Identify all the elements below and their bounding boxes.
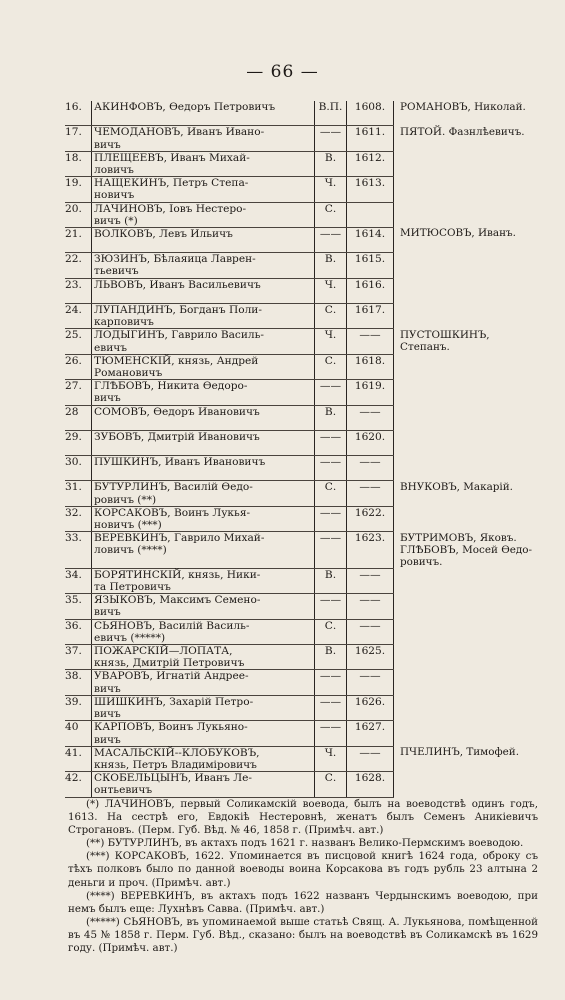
person-name-cell [92,568,315,593]
person-name: БОРЯТИНСКІЙ, князь, Ники- [94,568,261,581]
person-name-cell [92,177,315,202]
year-cell: 1614. [347,227,394,252]
person-name-cell [92,430,315,455]
person-name: АКИНФОВЪ, Өедоръ Петровичъ [94,101,276,113]
person-name-continuation: ловичъ [94,163,134,176]
person-name: КОРСАКОВЪ, Воинъ Лукья- [94,506,251,519]
person-name: СКОБЕЛЬЦЫНЪ, Иванъ Ле- [94,772,252,785]
row-number: 18. [65,151,92,176]
year-cell: —— [347,670,394,695]
row-number: 39. [65,695,92,720]
rank-cell: С. [315,619,347,644]
row-number: 26. [65,354,92,379]
table-row [65,594,540,619]
governor-cell: ПЯТОЙ. Фазнлѣевичъ. [400,125,525,138]
row-number: 19. [65,177,92,202]
rank-cell: С. [315,481,347,506]
rank-cell: —— [315,594,347,619]
row-number: 16. [65,101,92,126]
person-name-cell [92,126,315,151]
table-row [65,568,540,593]
table-row [65,278,540,303]
row-number: 23. [65,278,92,303]
row-number: 24. [65,303,92,328]
year-cell: —— [347,481,394,506]
person-name-continuation: вичъ [94,606,121,619]
person-name-continuation: Романовичъ [94,366,163,379]
person-name-cell [92,695,315,720]
person-name: ЛЬВОВЪ, Иванъ Васильевичъ [94,278,261,291]
table-row [65,405,540,430]
row-number: 29. [65,430,92,455]
governor-cell [394,253,541,278]
table-row [65,670,540,695]
governor-cell [394,695,541,720]
row-number: 33. [65,532,92,569]
person-name-cell [92,151,315,176]
rank-cell: В. [315,253,347,278]
person-name-continuation: князь, Петръ Владиміровичъ [94,758,257,771]
year-cell [347,202,394,227]
row-number: 20. [65,202,92,227]
year-cell: 1619. [347,380,394,405]
person-name: МАСАЛЬСКІЙ--КЛОБУКОВЪ, [94,746,260,759]
person-name-cell [92,456,315,481]
rank-cell: С. [315,772,347,797]
governor-cell: ПЧЕЛИНЪ, Тимофей. [400,746,520,759]
person-name: ВЕРЕВКИНЪ, Гаврило Михай- [94,532,265,545]
person-name-cell [92,202,315,227]
person-name: СОМОВЪ, Өедоръ Ивановичъ [94,405,260,418]
table-row [65,177,540,202]
person-name-cell [92,101,315,126]
governor-cell: БУТРИМОВЪ, Яковъ. ГЛѢБОВЪ, Мосей Өедо-ровичъ. [400,531,533,569]
row-number: 31. [65,481,92,506]
table-row [65,506,540,531]
person-name: ЛАЧИНОВЪ, Іовъ Нестеро- [94,202,247,215]
table-row [65,430,540,455]
governor-cell: ПУСТОШКИНЪ, Степанъ. [400,328,490,354]
row-number: 41. [65,746,92,771]
governor-cell [394,772,541,797]
rank-cell: —— [315,695,347,720]
year-cell: 1618. [347,354,394,379]
row-number: 36. [65,619,92,644]
person-name-cell [92,670,315,695]
year-cell: 1623. [347,532,394,569]
table-row [65,619,540,644]
person-name-cell [92,532,315,569]
footnote: (*) ЛАЧИНОВЪ, первый Соликамскій воевода, былъ на воеводствѣ одинъ годъ, 1613. На сестрѣ его, Евдокіѣ Нестеровнѣ, женатъ былъ Семенъ Аникіевичъ Строгановъ. (Перм. Губ. Вѣд. № 46, 1858 г. (Примѣч. авт.) [68,798,538,837]
person-name-continuation: новичъ (***) [94,519,162,532]
governor-cell [394,645,541,670]
rank-cell: В.П. [315,101,347,126]
person-name-continuation: вичъ [94,138,121,151]
table-row [65,645,540,670]
governor-cell [394,354,541,379]
governor-cell [394,405,541,430]
footnote: (****) ВЕРЕВКИНЪ, въ актахъ подъ 1622 названъ Чердынскимъ воеводою, при немъ былъ еще: Лухнѣвъ Савва. (Примѣч. авт.) [68,889,538,915]
person-name-cell [92,481,315,506]
rank-cell: —— [315,506,347,531]
row-number: 27. [65,380,92,405]
year-cell: —— [347,568,394,593]
governor-cell: МИТЮСОВЪ, Иванъ. [400,227,516,240]
row-number: 28 [65,405,92,430]
person-name: ЛОДЫГИНЪ, Гаврило Василь- [94,329,264,342]
rank-cell: С. [315,354,347,379]
year-cell: 1627. [347,721,394,746]
person-name-cell [92,380,315,405]
governor-cell [394,619,541,644]
person-name-continuation: вичъ [94,682,121,695]
rank-cell: —— [315,126,347,151]
rank-cell: В. [315,645,347,670]
person-name-continuation: евичъ (*****) [94,631,166,644]
rank-cell: —— [315,721,347,746]
table-row [65,202,540,227]
table-row [65,303,540,328]
row-number: 34. [65,568,92,593]
person-name-continuation: князь, Дмитрій Петровичъ [94,657,245,670]
person-name: ШИШКИНЪ, Захарій Петро- [94,695,254,708]
year-cell: 1616. [347,278,394,303]
person-name-cell [92,721,315,746]
year-cell: 1608. [347,101,394,126]
person-name-cell [92,746,315,771]
table-row [65,101,540,126]
table-row [65,481,540,506]
person-name-cell [92,303,315,328]
year-cell: 1625. [347,645,394,670]
person-name-continuation: ловичъ (****) [94,544,167,557]
voevoda-table [65,101,540,798]
rank-cell: В. [315,151,347,176]
year-cell: 1620. [347,430,394,455]
rank-cell: Ч. [315,177,347,202]
rank-cell: —— [315,532,347,569]
row-number: 30. [65,456,92,481]
table-row [65,151,540,176]
table-row [65,227,540,252]
footnotes [68,798,538,955]
governor-cell [394,670,541,695]
row-number: 32. [65,506,92,531]
row-number: 21. [65,227,92,252]
table-row [65,456,540,481]
row-number: 38. [65,670,92,695]
person-name-continuation: тьевичъ [94,265,139,278]
rank-cell: —— [315,456,347,481]
rank-cell: В. [315,405,347,430]
governor-cell [394,278,541,303]
governor-cell [394,568,541,593]
person-name: ТЮМЕНСКІЙ, князь, Андрей [94,354,259,367]
year-cell: 1628. [347,772,394,797]
person-name: ПОЖАРСКІЙ—ЛОПАТА, [94,645,233,658]
person-name-continuation: карповичъ [94,316,154,329]
row-number: 37. [65,645,92,670]
table-row [65,329,540,354]
year-cell: 1611. [347,126,394,151]
person-name: УВАРОВЪ, Игнатій Андрее- [94,670,249,683]
year-cell: 1615. [347,253,394,278]
person-name-cell [92,253,315,278]
person-name: ПУШКИНЪ, Иванъ Ивановичъ [94,456,266,469]
person-name-cell [92,354,315,379]
page-number: — 66 — [246,62,319,82]
governor-cell: ВНУКОВЪ, Макарій. [400,480,513,493]
row-number: 42. [65,772,92,797]
person-name-cell [92,506,315,531]
table-row [65,126,540,151]
table-row [65,354,540,379]
person-name: ЗЮЗИНЪ, Бѣлаяица Лаврен- [94,253,256,266]
person-name-cell [92,329,315,354]
table-row [65,695,540,720]
row-number: 22. [65,253,92,278]
person-name-cell [92,227,315,252]
governor-cell [394,177,541,202]
person-name-cell [92,594,315,619]
year-cell: 1617. [347,303,394,328]
year-cell: —— [347,405,394,430]
table-row [65,380,540,405]
governor-cell [394,151,541,176]
governor-cell [394,202,541,227]
governor-cell [394,380,541,405]
rank-cell: —— [315,227,347,252]
rank-cell: Ч. [315,329,347,354]
person-name: ВОЛКОВЪ, Левъ Ильичъ [94,227,233,240]
person-name-continuation: та Петровичъ [94,581,171,594]
person-name-continuation: онтьевичъ [94,784,153,797]
table-row [65,721,540,746]
person-name: СЬЯНОВЪ, Василій Василь- [94,619,250,632]
year-cell: 1622. [347,506,394,531]
table-row [65,772,540,797]
person-name-continuation: вичъ [94,708,121,721]
year-cell: —— [347,619,394,644]
person-name: ЗУБОВЪ, Дмитрій Ивановичъ [94,430,260,443]
row-number: 40 [65,721,92,746]
row-number: 35. [65,594,92,619]
person-name-cell [92,405,315,430]
table-row [65,532,540,569]
footnote: (*****) СЬЯНОВЪ, въ упоминаемой выше статьѣ Свящ. А. Лукьянова, помѣщенной въ 45 № 1858 г. Перм. Губ. Вѣд., сказано: былъ на воеводствѣ въ Соликамскѣ въ 1629 году. (Примѣч. авт.) [68,915,538,955]
governor-cell [394,456,541,481]
person-name: НАЩЕКИНЪ, Петръ Степа- [94,177,249,190]
person-name-continuation: евичъ [94,341,128,354]
rank-cell: Ч. [315,746,347,771]
year-cell: —— [347,746,394,771]
person-name-cell [92,619,315,644]
person-name: КАРПОВЪ, Воинъ Лукьяно- [94,721,248,734]
footnote: (**) БУТУРЛИНЪ, въ актахъ подъ 1621 г. названъ Велико-Пермскимъ воеводою. [86,837,524,850]
person-name-continuation: ровичъ (**) [94,493,157,506]
person-name: ГЛѢБОВЪ, Никита Өедоро- [94,380,248,393]
governor-cell [394,594,541,619]
table-row [65,253,540,278]
person-name-continuation: вичъ (*) [94,214,138,227]
governor-cell [394,721,541,746]
person-name: БУТУРЛИНЪ, Василій Өедо- [94,481,253,494]
person-name-continuation: вичъ [94,392,121,405]
rank-cell: С. [315,303,347,328]
table-row [65,746,540,771]
rank-cell: Ч. [315,278,347,303]
person-name-continuation: вичъ [94,733,121,746]
year-cell: —— [347,594,394,619]
year-cell: 1612. [347,151,394,176]
person-name: ЛУПАНДИНЪ, Богданъ Поли- [94,303,262,316]
rank-cell: —— [315,430,347,455]
governor-cell [394,430,541,455]
person-name: ЧЕМОДАНОВЪ, Иванъ Ивано- [94,126,265,139]
year-cell: 1613. [347,177,394,202]
year-cell: 1626. [347,695,394,720]
governor-cell [394,506,541,531]
person-name: ЯЗЫКОВЪ, Максимъ Семено- [94,594,261,607]
rank-cell: В. [315,568,347,593]
person-name-cell [92,645,315,670]
person-name: ПЛЕЩЕЕВЪ, Иванъ Михай- [94,151,250,164]
person-name-cell [92,772,315,797]
row-number: 25. [65,329,92,354]
rank-cell: —— [315,670,347,695]
person-name-cell [92,278,315,303]
governor-cell [394,303,541,328]
person-name-continuation: новичъ [94,189,135,202]
year-cell: —— [347,456,394,481]
row-number: 17. [65,126,92,151]
rank-cell: С. [315,202,347,227]
footnote: (***) КОРСАКОВЪ, 1622. Упоминается въ писцовой книгѣ 1624 года, оброку съ тѣхъ полковъ было по данной воеводы воина Корсакова въ годъ рубль 23 алтына 2 деньги и проч. (Примѣч. авт.) [68,850,538,889]
rank-cell: —— [315,380,347,405]
governor-cell: РОМАНОВЪ, Николай. [400,101,526,113]
year-cell: —— [347,329,394,354]
